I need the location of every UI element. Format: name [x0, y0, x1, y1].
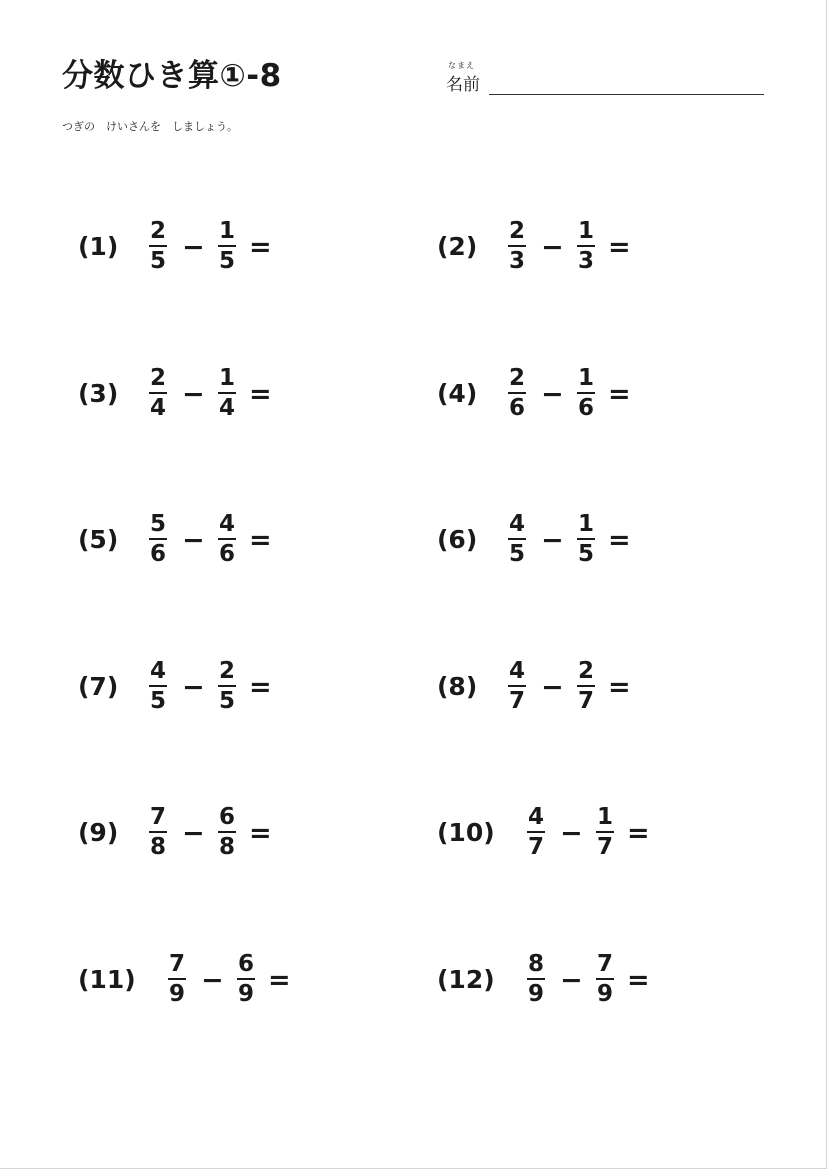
problem-number: (12) — [437, 965, 495, 994]
problem-6 — [437, 511, 737, 571]
equals-sign: = — [627, 965, 650, 996]
problem-number: (6) — [437, 525, 478, 554]
problem-number: (11) — [78, 965, 136, 994]
problem-9 — [78, 804, 378, 864]
name-ruby: なまえ — [448, 61, 475, 70]
problem-11 — [78, 951, 378, 1011]
denominator: 7 — [527, 834, 544, 860]
worksheet-title: 分数ひき算①-8 — [62, 58, 282, 94]
denominator: 7 — [508, 688, 525, 714]
numerator: 2 — [577, 658, 594, 684]
fraction-bar — [237, 978, 255, 980]
denominator: 9 — [237, 981, 254, 1007]
denominator: 3 — [508, 248, 525, 274]
fraction-a — [525, 951, 547, 1007]
minus-sign: − — [182, 818, 205, 849]
fraction-bar — [149, 538, 167, 540]
numerator: 1 — [218, 365, 235, 391]
numerator: 5 — [149, 511, 166, 537]
fraction-bar — [508, 245, 526, 247]
problem-number: (1) — [78, 232, 119, 261]
fraction-bar — [168, 978, 186, 980]
denominator: 4 — [218, 395, 235, 421]
numerator: 8 — [527, 951, 544, 977]
minus-sign: − — [560, 965, 583, 996]
problem-number: (5) — [78, 525, 119, 554]
fraction-bar — [218, 538, 236, 540]
minus-sign: − — [201, 965, 224, 996]
fraction-bar — [508, 538, 526, 540]
denominator: 9 — [527, 981, 544, 1007]
numerator: 7 — [149, 804, 166, 830]
numerator: 6 — [218, 804, 235, 830]
fraction-b — [594, 804, 616, 860]
minus-sign: − — [541, 525, 564, 556]
fraction-b — [216, 511, 238, 567]
numerator: 6 — [237, 951, 254, 977]
fraction-b — [216, 804, 238, 860]
fraction-bar — [149, 685, 167, 687]
problem-12 — [437, 951, 737, 1011]
problem-number: (8) — [437, 672, 478, 701]
denominator: 8 — [218, 834, 235, 860]
instruction-text: つぎの けいさんを しましょう。 — [62, 120, 238, 133]
numerator: 2 — [508, 365, 525, 391]
fraction-b — [216, 365, 238, 421]
problem-number: (9) — [78, 818, 119, 847]
problem-1 — [78, 218, 378, 278]
problem-number: (4) — [437, 379, 478, 408]
name-label: 名前 — [446, 75, 480, 95]
fraction-a — [166, 951, 188, 1007]
fraction-b — [575, 658, 597, 714]
fraction-bar — [218, 831, 236, 833]
name-write-line[interactable] — [489, 94, 764, 95]
fraction-b — [216, 658, 238, 714]
numerator: 1 — [577, 218, 594, 244]
problem-7 — [78, 658, 378, 718]
fraction-a — [147, 218, 169, 274]
denominator: 6 — [149, 541, 166, 567]
fraction-bar — [508, 685, 526, 687]
fraction-a — [147, 804, 169, 860]
problem-number: (7) — [78, 672, 119, 701]
numerator: 1 — [577, 365, 594, 391]
fraction-bar — [149, 392, 167, 394]
numerator: 2 — [149, 365, 166, 391]
denominator: 6 — [577, 395, 594, 421]
denominator: 5 — [218, 248, 235, 274]
denominator: 7 — [577, 688, 594, 714]
equals-sign: = — [268, 965, 291, 996]
denominator: 7 — [596, 834, 613, 860]
denominator: 5 — [149, 248, 166, 274]
numerator: 1 — [218, 218, 235, 244]
equals-sign: = — [608, 379, 631, 410]
fraction-bar — [527, 978, 545, 980]
fraction-b — [235, 951, 257, 1007]
fraction-bar — [149, 831, 167, 833]
fraction-a — [506, 511, 528, 567]
equals-sign: = — [249, 379, 272, 410]
fraction-bar — [596, 831, 614, 833]
fraction-bar — [149, 245, 167, 247]
equals-sign: = — [608, 525, 631, 556]
problem-number: (2) — [437, 232, 478, 261]
fraction-bar — [577, 245, 595, 247]
numerator: 2 — [218, 658, 235, 684]
fraction-a — [525, 804, 547, 860]
denominator: 6 — [218, 541, 235, 567]
minus-sign: − — [182, 525, 205, 556]
fraction-b — [575, 511, 597, 567]
fraction-a — [147, 365, 169, 421]
fraction-bar — [527, 831, 545, 833]
fraction-bar — [577, 685, 595, 687]
fraction-a — [147, 658, 169, 714]
numerator: 4 — [508, 658, 525, 684]
denominator: 9 — [168, 981, 185, 1007]
fraction-bar — [508, 392, 526, 394]
problem-3 — [78, 365, 378, 425]
numerator: 4 — [149, 658, 166, 684]
minus-sign: − — [182, 232, 205, 263]
denominator: 8 — [149, 834, 166, 860]
minus-sign: − — [560, 818, 583, 849]
numerator: 2 — [149, 218, 166, 244]
equals-sign: = — [249, 672, 272, 703]
denominator: 9 — [596, 981, 613, 1007]
fraction-a — [506, 658, 528, 714]
fraction-bar — [218, 245, 236, 247]
fraction-bar — [577, 538, 595, 540]
fraction-bar — [577, 392, 595, 394]
fraction-b — [575, 365, 597, 421]
problem-8 — [437, 658, 737, 718]
fraction-bar — [596, 978, 614, 980]
fraction-bar — [218, 392, 236, 394]
denominator: 5 — [508, 541, 525, 567]
problem-2 — [437, 218, 737, 278]
numerator: 4 — [508, 511, 525, 537]
fraction-a — [506, 218, 528, 274]
fraction-a — [506, 365, 528, 421]
problem-4 — [437, 365, 737, 425]
minus-sign: − — [541, 379, 564, 410]
minus-sign: − — [182, 672, 205, 703]
numerator: 7 — [168, 951, 185, 977]
numerator: 2 — [508, 218, 525, 244]
problem-10 — [437, 804, 737, 864]
denominator: 6 — [508, 395, 525, 421]
minus-sign: − — [541, 672, 564, 703]
equals-sign: = — [608, 232, 631, 263]
minus-sign: − — [182, 379, 205, 410]
fraction-b — [216, 218, 238, 274]
minus-sign: − — [541, 232, 564, 263]
numerator: 1 — [596, 804, 613, 830]
denominator: 5 — [577, 541, 594, 567]
equals-sign: = — [249, 232, 272, 263]
numerator: 4 — [527, 804, 544, 830]
problem-5 — [78, 511, 378, 571]
numerator: 4 — [218, 511, 235, 537]
fraction-a — [147, 511, 169, 567]
equals-sign: = — [249, 525, 272, 556]
numerator: 1 — [577, 511, 594, 537]
fraction-b — [575, 218, 597, 274]
problem-number: (3) — [78, 379, 119, 408]
equals-sign: = — [249, 818, 272, 849]
equals-sign: = — [608, 672, 631, 703]
problem-number: (10) — [437, 818, 495, 847]
denominator: 5 — [218, 688, 235, 714]
fraction-bar — [218, 685, 236, 687]
denominator: 4 — [149, 395, 166, 421]
numerator: 7 — [596, 951, 613, 977]
equals-sign: = — [627, 818, 650, 849]
denominator: 5 — [149, 688, 166, 714]
denominator: 3 — [577, 248, 594, 274]
fraction-b — [594, 951, 616, 1007]
